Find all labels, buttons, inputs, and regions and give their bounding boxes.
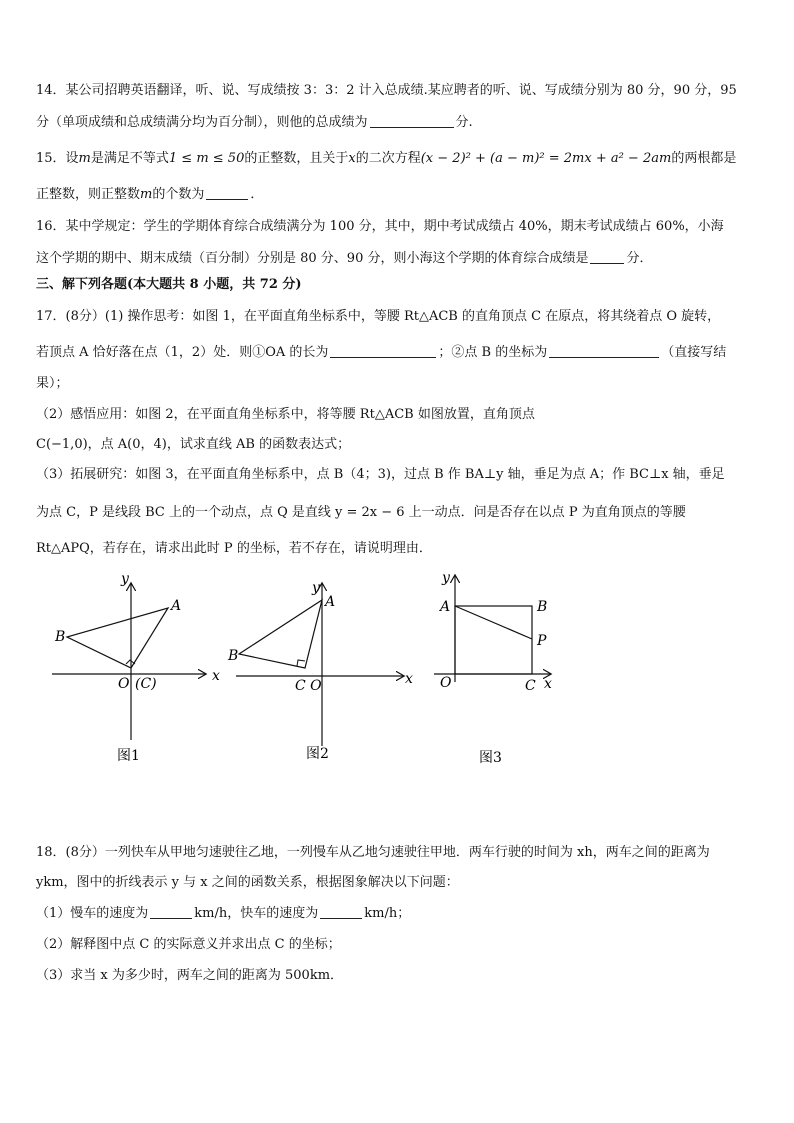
figure-1 — [52, 571, 220, 764]
q15-inequality: 1 ≤ m ≤ 50 — [168, 151, 245, 166]
q15-line1 — [36, 150, 760, 168]
fig3-label-p: P — [537, 633, 547, 649]
q15-equation: (x − 2)² + (a − m)² = 2mx + a² − 2am — [420, 151, 672, 166]
fig2-triangle-acb — [239, 600, 322, 668]
fig2-label-a: A — [325, 594, 336, 610]
q17-figures — [0, 570, 794, 770]
q17-line6: （3）拓展研究：如图 3，在平面直角坐标系中，点 B（4；3)，过点 B 作 BA⊥y 轴，垂足为点 A；作 BC⊥x 轴，垂足 — [36, 467, 725, 482]
fig1-label-y: y — [121, 571, 129, 587]
fig2-label-co: C O — [295, 678, 322, 694]
fig3-rectangle-oabc — [455, 606, 532, 674]
fig2-label-x: x — [405, 671, 413, 687]
fig2-label-b: B — [228, 648, 239, 664]
q17-oa-blank[interactable] — [330, 344, 436, 358]
q14-text-b: 分. — [455, 115, 473, 130]
q16-line2 — [36, 250, 760, 268]
fig3-label-o: O — [440, 675, 452, 691]
fig3-label-b: B — [537, 599, 548, 615]
q17-line5: C(−1,0)，点 A(0，4)，试求直线 AB 的函数表达式； — [36, 437, 351, 452]
figure-3 — [434, 570, 552, 766]
q16-text-a: 这个学期的期中、期末成绩（百分制）分别是 80 分、90 分，则小海这个学期的体育综合成绩是 — [36, 251, 589, 266]
q16-answer-blank[interactable] — [590, 250, 624, 264]
fig1-label-o: O — [118, 676, 130, 692]
q18-text-b: km/h，快车的速度为 — [194, 906, 319, 921]
q17-text-c: （直接写结 — [661, 345, 727, 360]
fig1-label-c: (C) — [135, 676, 157, 692]
q18-line4: （2）解释图中点 C 的实际意义并求出点 C 的坐标； — [36, 937, 341, 952]
fig3-label-a: A — [440, 599, 451, 615]
q14-line1: 14．某公司招聘英语翻译，听、说、写成绩按 3：3：2 计入总成绩.某应聘者的听、说、写成绩分别为 80 分，90 分，95 — [36, 83, 737, 98]
q17-b-coord-blank[interactable] — [549, 344, 659, 358]
fig1-label-a: A — [171, 598, 182, 614]
q17-line2 — [36, 344, 760, 362]
q18-line2: ykm，图中的折线表示 y 与 x 之间的函数关系，根据图象解决以下问题： — [36, 875, 459, 890]
q15-var-m: m — [78, 151, 91, 166]
fig3-caption: 图3 — [479, 750, 502, 766]
figure-2 — [227, 580, 413, 762]
q15-var-m-2: m — [140, 187, 153, 202]
q17-line8: Rt△APQ，若存在，请求出此时 P 的坐标，若不存在，请说明理由． — [36, 541, 432, 556]
q15-text-f: 正整数，则正整数 — [36, 187, 141, 202]
q15-text-e: 的两根都是 — [671, 151, 737, 166]
q18-line1: 18．(8分）一列快车从甲地匀速驶往乙地，一列慢车从乙地匀速驶往甲地．两车行驶的时间为 xh，两车之间的距离为 — [36, 845, 710, 860]
q17-line1: 17．(8分）(1) 操作思考：如图 1，在平面直角坐标系中，等腰 Rt△ACB 的直角顶点 C 在原点，将其绕着点 O 旋转， — [36, 309, 721, 324]
fig2-label-y: y — [312, 580, 320, 596]
q15-text-h: ． — [250, 187, 264, 202]
q18-line3 — [36, 905, 760, 923]
fig3-label-x: x — [544, 676, 552, 692]
q15-line2 — [36, 186, 760, 204]
q17-line3: 果）； — [36, 376, 69, 391]
q17-text-b: ；②点 B 的坐标为 — [438, 345, 548, 360]
q18-slow-speed-blank[interactable] — [150, 905, 192, 919]
q16-text-b: 分． — [626, 251, 653, 266]
q16-line1: 16．某中学规定：学生的学期体育综合成绩满分为 100 分，其中，期中考试成绩占 40%，期末考试成绩占 60%，小海 — [36, 219, 724, 234]
q17-line7: 为点 C，P 是线段 BC 上的一个动点，点 Q 是直线 y = 2x − 6 上一动点．问是否存在以点 P 为直角顶点的等腰 — [36, 505, 686, 520]
fig2-caption: 图2 — [306, 746, 329, 762]
q18-text-c: km/h； — [364, 906, 411, 921]
fig1-caption: 图1 — [117, 748, 140, 764]
q17-line4: （2）感悟应用：如图 2，在平面直角坐标系中，将等腰 Rt△ACB 如图放置，直角顶点 — [36, 407, 535, 422]
fig1-label-b: B — [55, 629, 66, 645]
q17-text-a: 若顶点 A 恰好落在点（1，2）处．则①OA 的长为 — [36, 345, 329, 360]
q14-answer-blank[interactable] — [370, 114, 454, 128]
fig3-label-y: y — [442, 570, 450, 586]
fig3-segment-ap — [455, 606, 532, 639]
q15-answer-blank[interactable] — [206, 186, 248, 200]
q14-text-a: 分（单项成绩和总成绩满分均为百分制），则他的总成绩为 — [36, 115, 368, 130]
fig1-triangle-acb — [67, 608, 168, 668]
q15-text-a: 15．设 — [36, 151, 79, 166]
fig3-label-c: C — [525, 678, 536, 694]
q15-text-c: 的正整数，且关于 — [244, 151, 349, 166]
q18-fast-speed-blank[interactable] — [320, 905, 362, 919]
section-3-heading: 三、解下列各题(本大题共 8 小题，共 72 分) — [36, 277, 302, 292]
q18-text-a: （1）慢车的速度为 — [36, 906, 149, 921]
q15-text-b: 是满足不等式 — [90, 151, 169, 166]
q14-line2 — [36, 114, 760, 132]
q15-text-g: 的个数为 — [152, 187, 205, 202]
q15-text-d: 的二次方程 — [355, 151, 421, 166]
q18-line5: （3）求当 x 为多少时，两车之间的距离为 500km． — [36, 968, 344, 983]
fig2-right-angle-mark — [297, 660, 305, 666]
fig1-label-x: x — [212, 668, 220, 684]
q15-var-x: x — [348, 151, 356, 166]
